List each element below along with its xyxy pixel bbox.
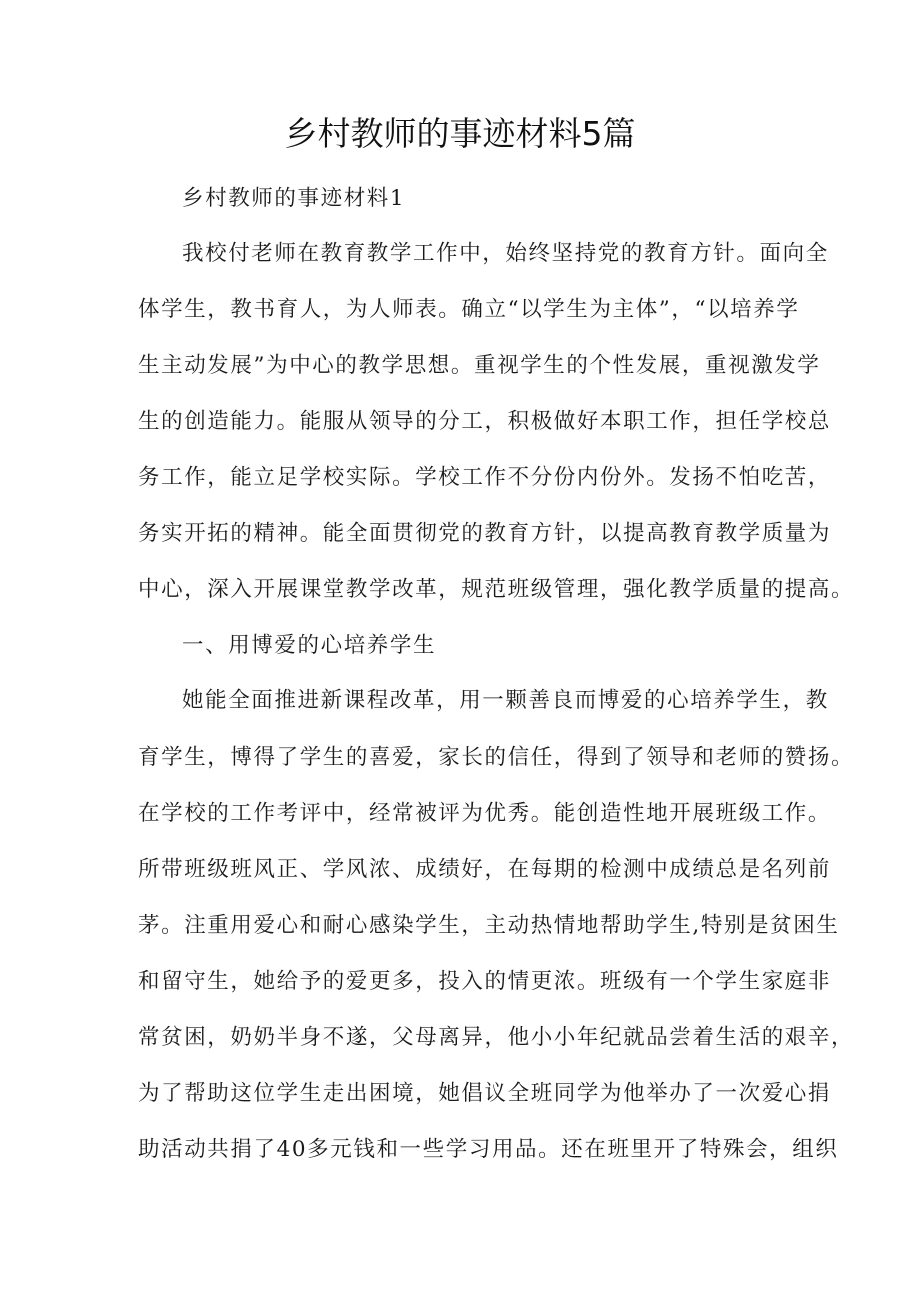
paragraph-line: 生主动发展”为中心的教学思想。重视学生的个性发展，重视激发学 [138,353,821,378]
paragraph-line: 务实开拓的精神。能全面贯彻党的教育方针，以提高教育教学质量为 [138,521,832,546]
subheading: 一、用博爱的心培养学生 [182,633,437,658]
paragraph-line: 生的创造能力。能服从领导的分工，积极做好本职工作，担任学校总 [138,409,832,434]
paragraph-line: 所带班级班风正、学风浓、成绩好，在每期的检测中成绩总是名列前 [138,857,832,882]
paragraph-line: 为了帮助这位学生走出困境，她倡议全班同学为他举办了一次爱心捐 [138,1081,832,1106]
paragraph-line: 务工作，能立足学校实际。学校工作不分份内份外。发扬不怕吃苦， [138,465,832,490]
document-title: 乡村教师的事迹材料5篇 [284,114,636,153]
paragraph-line: 在学校的工作考评中，经常被评为优秀。能创造性地开展班级工作。 [138,801,832,826]
paragraph-line: 她能全面推进新课程改革，用一颗善良而博爱的心培养学生，教 [182,688,829,713]
paragraph-line: 体学生，教书育人，为人师表。确立“以学生为主体”，“以培养学 [138,297,800,322]
paragraph-line: 育学生，博得了学生的喜爱，家长的信任，得到了领导和老师的赞扬。 [138,745,855,770]
paragraph-line: 中心，深入开展课堂教学改革，规范班级管理，强化教学质量的提高。 [138,577,855,602]
paragraph-line: 茅。注重用爱心和耐心感染学生，主动热情地帮助学生,特别是贫困生 [138,913,840,938]
paragraph-line: 和留守生，她给予的爱更多，投入的情更浓。班级有一个学生家庭非 [138,969,832,994]
section-heading: 乡村教师的事迹材料1 [182,186,406,211]
paragraph-line: 助活动共捐了40多元钱和一些学习用品。还在班里开了特殊会，组织 [138,1137,839,1162]
paragraph-line: 我校付老师在教育教学工作中，始终坚持党的教育方针。面向全 [182,241,829,266]
paragraph-line: 常贫困，奶奶半身不遂，父母离异，他小小年纪就品尝着生活的艰辛， [138,1025,855,1050]
